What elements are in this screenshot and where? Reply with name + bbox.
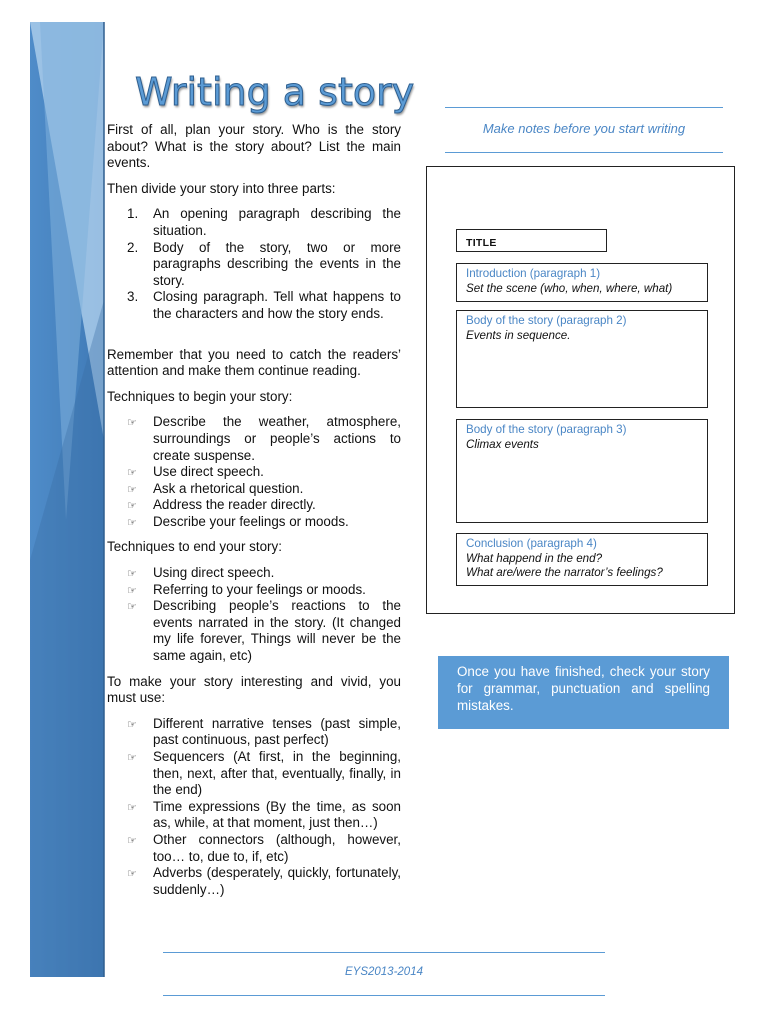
side-band-decoration	[0, 0, 110, 1024]
parts-list	[107, 206, 401, 322]
pointing-hand-icon: ☞	[127, 467, 137, 480]
footer-rule-bottom	[163, 995, 605, 996]
end-list	[107, 565, 401, 665]
pointing-hand-icon: ☞	[127, 834, 137, 847]
footer-text: EYS2013-2014	[344, 966, 423, 978]
list-item: ☞ Use direct speech.	[107, 464, 401, 481]
pointing-hand-icon: ☞	[127, 868, 137, 881]
list-item: ☞ Different narrative tenses (past simple, past continuous, past perfect)	[127, 715, 401, 748]
pointing-hand-icon: ☞	[127, 584, 137, 597]
list-item: ☞ Other connectors (although, however, too… to, due to, if, etc)	[127, 831, 401, 864]
notes-heading: Make notes before you start writing	[482, 121, 686, 136]
list-item: 2. Body of the story, two or more paragraphs describing the events in the story.	[127, 239, 401, 288]
list-item: ☞ Ask a rhetorical question.	[107, 481, 401, 498]
conclusion-box-hint-1: What happend in the end?	[466, 551, 603, 565]
vivid-list	[107, 716, 401, 899]
pointing-hand-icon: ☞	[127, 601, 137, 614]
list-item: ☞ Referring to your feelings or moods.	[107, 582, 401, 599]
remember-paragraph: Remember that you need to catch the readers’ attention and make them continue reading.	[107, 346, 401, 379]
begin-heading: Techniques to begin your story:	[107, 388, 293, 404]
check-reminder-box: Once you have finished, check your story for grammar, punctuation and spelling mistakes.	[438, 656, 729, 729]
title-box-label: TITLE	[466, 237, 497, 249]
notes-rule-bottom	[445, 152, 723, 153]
list-item: ☞ Describe the weather, atmosphere, surroundings or people’s actions to create suspense.	[127, 414, 401, 463]
pointing-hand-icon: ☞	[127, 516, 137, 529]
body-box-2-heading: Body of the story (paragraph 3)	[466, 423, 627, 436]
list-item: ☞ Sequencers (At first, in the beginning, then, next, after that, eventually, finally, in the end)	[127, 749, 401, 798]
list-item: 1. An opening paragraph describing the situation.	[127, 206, 401, 238]
pointing-hand-icon: ☞	[127, 568, 137, 581]
intro-paragraph: First of all, plan your story. Who is the story about? What is the story about? List the main events.	[107, 122, 401, 171]
footer-rule-top	[163, 952, 605, 953]
list-item: ☞ Describing people’s reactions to the events narrated in the story. (It changed my life forever, Things will never be the same again, etc)	[127, 598, 401, 664]
body-box-1-hint: Events in sequence.	[466, 328, 571, 342]
vivid-heading: To make your story interesting and vivid, you must use:	[107, 673, 401, 706]
begin-list	[107, 414, 401, 530]
conclusion-box-hint-2: What are/were the narrator’s feelings?	[466, 566, 663, 579]
introduction-box	[456, 263, 708, 302]
pointing-hand-icon: ☞	[127, 752, 137, 764]
list-item: ☞ Time expressions (By the time, as soon as, while, at that moment, just then…)	[127, 798, 401, 831]
divide-paragraph: Then divide your story into three parts:	[107, 180, 336, 196]
conclusion-box	[456, 533, 708, 586]
body-box-1-heading: Body of the story (paragraph 2)	[466, 314, 627, 327]
pointing-hand-icon: ☞	[127, 500, 137, 513]
conclusion-box-heading: Conclusion (paragraph 4)	[466, 537, 597, 550]
pointing-hand-icon: ☞	[127, 417, 137, 430]
pointing-hand-icon: ☞	[127, 801, 137, 814]
page-title: Writing a story	[135, 70, 415, 114]
list-item: ☞ Address the reader directly.	[107, 497, 401, 514]
body-box-paragraph-2	[456, 310, 708, 408]
end-heading: Techniques to end your story:	[107, 539, 282, 555]
pointing-hand-icon: ☞	[127, 483, 137, 496]
pointing-hand-icon: ☞	[127, 718, 137, 731]
list-item: ☞ Describe your feelings or moods.	[107, 514, 401, 531]
title-box	[456, 229, 607, 252]
list-item: 3. Closing paragraph. Tell what happens to the characters and how the story ends.	[127, 289, 401, 321]
notes-rule-top	[445, 107, 723, 108]
body-box-2-hint: Climax events	[466, 437, 539, 451]
introduction-box-hint: Set the scene (who, when, where, what)	[466, 281, 673, 295]
main-text-column	[107, 122, 401, 907]
list-item: ☞ Adverbs (desperately, quickly, fortunately, suddenly…)	[127, 865, 401, 897]
list-item: ☞ Using direct speech.	[107, 565, 401, 582]
body-box-paragraph-3	[456, 419, 708, 523]
introduction-box-heading: Introduction (paragraph 1)	[466, 267, 601, 280]
